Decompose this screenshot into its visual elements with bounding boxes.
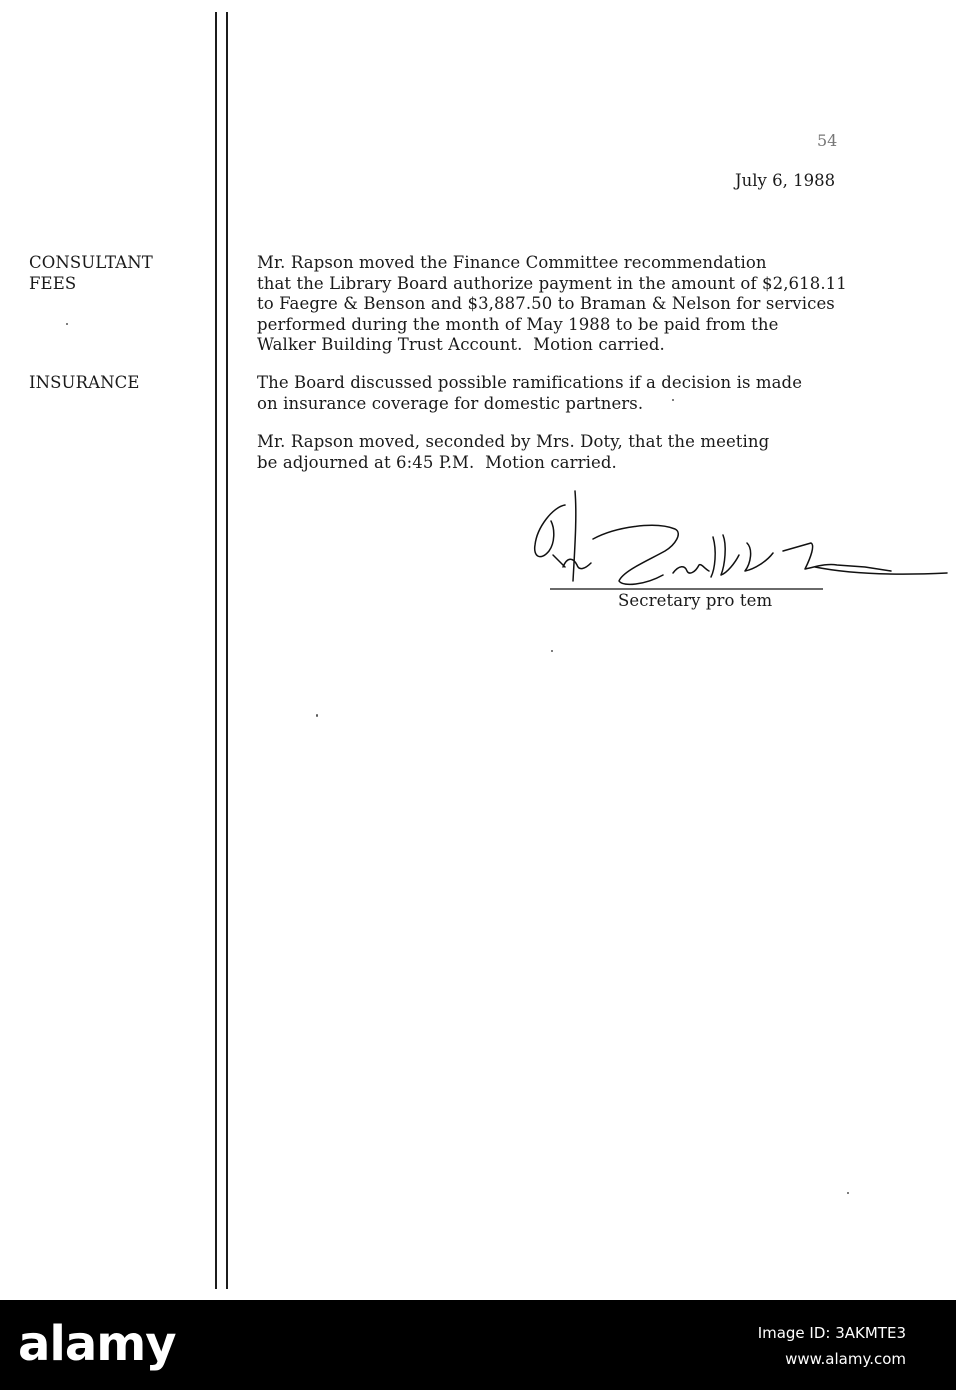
scan-speck <box>66 323 68 325</box>
margin-rule-left <box>215 12 217 1289</box>
margin-heading-fees: FEES <box>29 273 77 293</box>
website-url: www.alamy.com <box>785 1350 906 1368</box>
paragraph-line: The Board discussed possible ramifications if a decision is made <box>257 373 803 392</box>
margin-rule-right <box>226 12 228 1289</box>
stock-image-id: Image ID: 3AKMTE3 <box>757 1324 906 1342</box>
scan-speck <box>847 1192 849 1194</box>
document-date: July 6, 1988 <box>735 171 836 190</box>
alamy-logo: alamy <box>18 1316 176 1372</box>
watermark-footer <box>0 1300 956 1390</box>
scan-speck <box>551 650 553 652</box>
paragraph-line: on insurance coverage for domestic partners. <box>257 393 644 413</box>
paragraph-line: to Faegre & Benson and $3,887.50 to Braman & Nelson for services <box>257 294 835 314</box>
paragraph-line: Mr. Rapson moved the Finance Committee recommendation <box>257 253 767 272</box>
scan-speck <box>316 714 318 717</box>
paragraph-line: Mr. Rapson moved, seconded by Mrs. Doty, that the meeting <box>257 432 770 451</box>
paragraph-line: be adjourned at 6:45 P.M. Motion carried. <box>257 452 617 472</box>
signature-title: Secretary pro tem <box>618 591 773 610</box>
page-number: 54 <box>817 131 838 150</box>
paragraph-line: performed during the month of May 1988 to be paid from the <box>257 314 779 334</box>
handwritten-signature <box>515 485 950 595</box>
paragraph-line: that the Library Board authorize payment in the amount of $2,618.11 <box>257 273 847 293</box>
margin-heading-insurance: INSURANCE <box>29 373 140 392</box>
scan-speck <box>672 399 674 401</box>
margin-heading-consultant: CONSULTANT <box>29 253 153 272</box>
paragraph-line: Walker Building Trust Account. Motion carried. <box>257 335 665 355</box>
